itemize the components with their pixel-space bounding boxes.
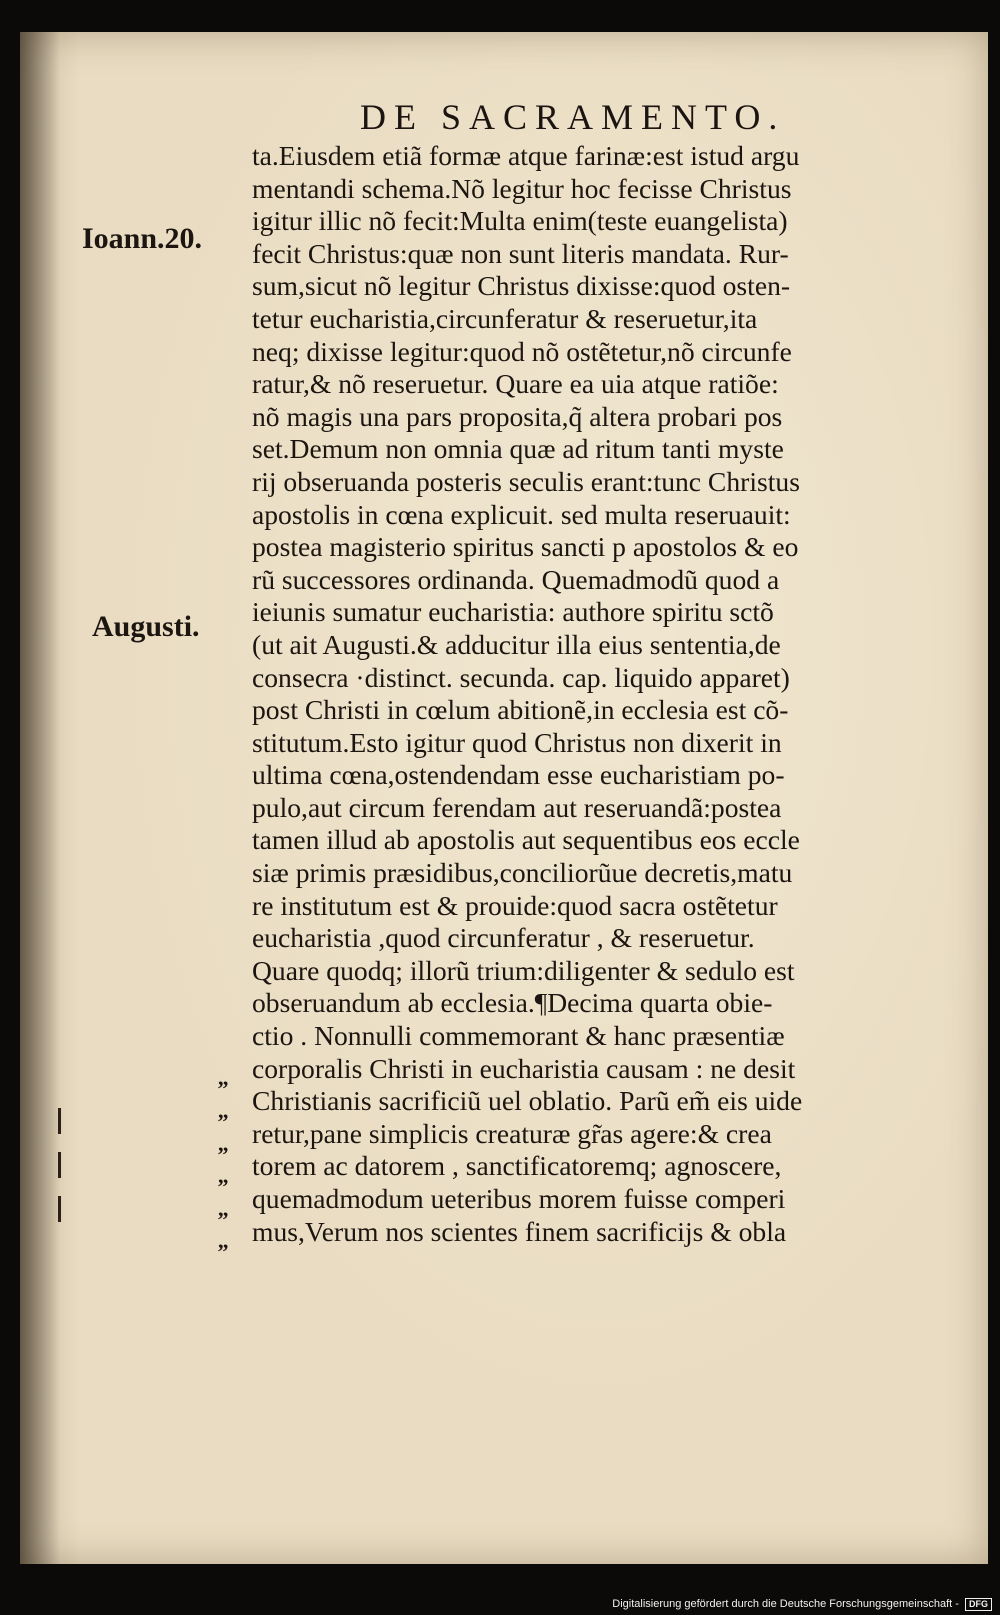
text-line: igitur illic nõ fecit:Multa enim(teste euangelista) [252, 205, 788, 237]
text-line: post Christi in cœlum abitionẽ,in ecclesia est cõ- [252, 694, 789, 726]
text-line: Christianis sacrificiũ uel oblatio. Parũ em̃ eis uide [252, 1085, 803, 1117]
text-line: consecra ·distinct. secunda. cap. liquido apparet) [252, 661, 790, 693]
text-line: set.Demum non omnia quæ ad ritum tanti myste [252, 433, 784, 465]
margin-note-augusti: Augusti. [92, 610, 200, 643]
text-line: re institutum est & prouide:quod sacra ostẽtetur [252, 889, 778, 921]
text-line: nõ magis una pars proposita,q̃ altera probari pos [252, 400, 783, 432]
text-line: pulo,aut circum ferendam aut reseruandã:postea [252, 791, 782, 823]
margin-mark [58, 1108, 61, 1134]
gutter-shadow [20, 32, 60, 1564]
credit-text: Digitalisierung gefördert durch die Deutsche Forschungsgemeinschaft - [612, 1598, 959, 1610]
text-line: sum,sicut nõ legitur Christus dixisse:quod osten- [252, 270, 791, 302]
text-line: tetur eucharistia,circunferatur & reseruetur,ita [252, 302, 758, 334]
text-line: ultima cœna,ostendendam esse eucharistiam po- [252, 759, 785, 791]
quote-mark: ” [217, 1207, 229, 1232]
text-line: ratur,& nõ reseruetur. Quare ea uia atque ratiõe: [252, 368, 779, 400]
quote-mark: ” [217, 1239, 229, 1264]
text-line: eucharistia ,quod circunferatur , & reseruetur. [252, 922, 755, 954]
dfg-logo: DFG [965, 1598, 992, 1611]
quote-mark: ” [217, 1109, 229, 1134]
text-line: neq; dixisse legitur:quod nõ ostẽtetur,nõ circunfe [252, 335, 792, 367]
text-line: postea magisterio spiritus sancti p apostolos & eo [252, 531, 799, 563]
text-line: torem ac datorem , sanctificatoremq; agnoscere, [252, 1150, 782, 1182]
text-line: ieiunis sumatur eucharistia: authore spiritu sctõ [252, 596, 774, 628]
text-line: corporalis Christi in eucharistia causam : ne desit [252, 1052, 796, 1084]
text-line: obseruandum ab ecclesia.¶Decima quarta obie- [252, 987, 773, 1019]
body-text [252, 140, 942, 1248]
text-line: rij obseruanda posteris seculis erant:tunc Christus [252, 465, 800, 497]
text-line: ta.Eiusdem etiã formæ atque farinæ:est istud argu [252, 140, 800, 171]
running-head: DE SACRAMENTO. [360, 97, 786, 137]
margin-note-ioann: Ioann.20. [82, 222, 203, 255]
text-line: apostolis in cœna explicuit. sed multa reseruauit: [252, 498, 791, 530]
digitization-credit [612, 1598, 992, 1611]
text-line: (ut ait Augusti.& adducitur illa eius sententia,de [252, 628, 781, 660]
text-line: fecit Christus:quæ non sunt literis mandata. Rur- [252, 237, 789, 269]
text-line: mus,Verum nos scientes finem sacrificijs & obla [252, 1215, 787, 1247]
text-line: retur,pane simplicis creaturæ gr̃as agere:& crea [252, 1117, 772, 1149]
margin-mark [58, 1196, 61, 1222]
text-line: rũ successores ordinanda. Quemadmodũ quod a [252, 563, 780, 595]
text-line: tamen illud ab apostolis aut sequentibus eos eccle [252, 824, 800, 856]
text-line: siæ primis præsidibus,conciliorũue decretis,matu [252, 857, 793, 889]
quote-mark: ” [217, 1174, 229, 1199]
text-line: mentandi schema.Nõ legitur hoc fecisse Christus [252, 172, 792, 204]
text-line: stitutum.Esto igitur quod Christus non dixerit in [252, 726, 782, 758]
quote-mark: ” [217, 1076, 229, 1101]
text-line: quemadmodum ueteribus morem fuisse comperi [252, 1183, 786, 1214]
text-line: ctio . Nonnulli commemorant & hanc præsentiæ [252, 1020, 785, 1052]
text-line: Quare quodq; illorũ trium:diligenter & sedulo est [252, 954, 795, 986]
margin-mark [58, 1152, 61, 1178]
quote-mark: ” [217, 1142, 229, 1167]
